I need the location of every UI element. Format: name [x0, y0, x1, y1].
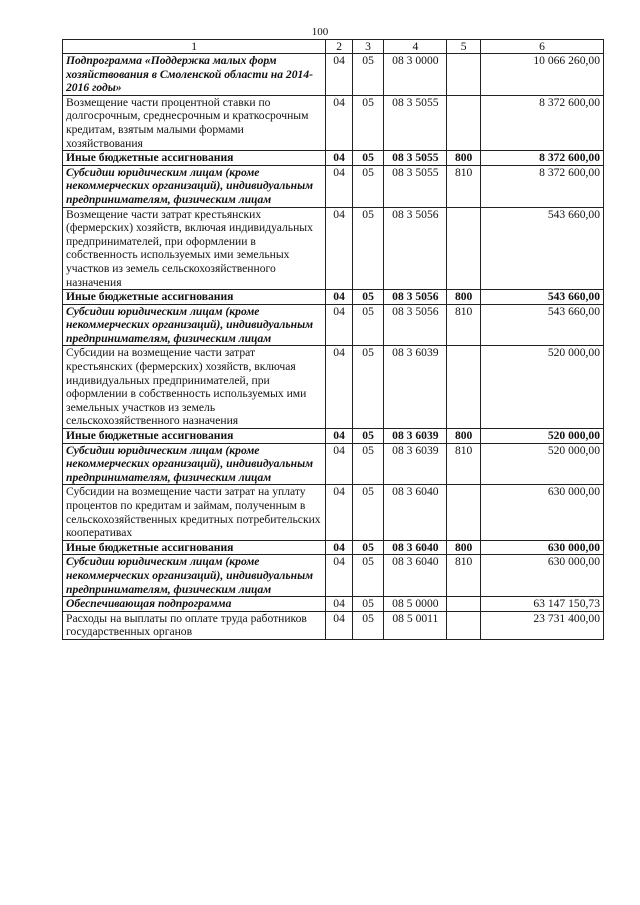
row-section-cell: 04	[326, 485, 352, 540]
row-name-cell: Обеспечивающая подпрограмма	[63, 597, 326, 612]
row-name-cell: Субсидии юридическим лицам (кроме некоммерческих организаций), индивидуальным предпринимателям, физическим лицам	[63, 555, 326, 597]
table-row	[63, 346, 604, 429]
row-subsection-cell: 05	[352, 485, 384, 540]
row-amount-cell: 8 372 600,00	[480, 165, 603, 207]
row-name-cell: Субсидии юридическим лицам (кроме некоммерческих организаций), индивидуальным предпринимателям, физическим лицам	[63, 304, 326, 346]
row-name-cell: Возмещение части процентной ставки по долгосрочным, среднесрочным и краткосрочным кредитам, взятым малыми формами хозяйствования	[63, 95, 326, 150]
table-row	[63, 485, 604, 540]
row-section-cell: 04	[326, 611, 352, 639]
row-subsection-cell: 05	[352, 555, 384, 597]
table-row	[63, 429, 604, 444]
row-expense-type-cell: 810	[447, 304, 481, 346]
row-subsection-cell: 05	[352, 290, 384, 305]
row-amount-cell: 520 000,00	[480, 443, 603, 485]
row-target-article-cell: 08 5 0000	[384, 597, 447, 612]
header-cell-1: 1	[63, 40, 326, 54]
row-name-cell: Подпрограмма «Поддержка малых форм хозяйствования в Смоленской области на 2014-2016 годы»	[63, 54, 326, 96]
row-section-cell: 04	[326, 304, 352, 346]
row-section-cell: 04	[326, 443, 352, 485]
table-row	[63, 304, 604, 346]
row-section-cell: 04	[326, 540, 352, 555]
row-subsection-cell: 05	[352, 597, 384, 612]
row-target-article-cell: 08 3 5055	[384, 95, 447, 150]
row-expense-type-cell: 810	[447, 165, 481, 207]
row-expense-type-cell	[447, 95, 481, 150]
row-amount-cell: 543 660,00	[480, 304, 603, 346]
row-section-cell: 04	[326, 54, 352, 96]
row-section-cell: 04	[326, 95, 352, 150]
row-subsection-cell: 05	[352, 165, 384, 207]
row-name-cell: Субсидии на возмещение части затрат на уплату процентов по кредитам и займам, полученным в сельскохозяйственных кредитных потребительских кооперативах	[63, 485, 326, 540]
row-expense-type-cell: 800	[447, 429, 481, 444]
row-expense-type-cell: 800	[447, 290, 481, 305]
header-cell-3: 3	[352, 40, 384, 54]
row-target-article-cell: 08 3 6040	[384, 485, 447, 540]
row-expense-type-cell: 800	[447, 151, 481, 166]
table-row	[63, 555, 604, 597]
row-target-article-cell: 08 3 5055	[384, 151, 447, 166]
row-amount-cell: 23 731 400,00	[480, 611, 603, 639]
row-amount-cell: 63 147 150,73	[480, 597, 603, 612]
row-section-cell: 04	[326, 555, 352, 597]
header-cell-2: 2	[326, 40, 352, 54]
row-section-cell: 04	[326, 151, 352, 166]
row-subsection-cell: 05	[352, 95, 384, 150]
row-name-cell: Возмещение части затрат крестьянских (фермерских) хозяйств, включая индивидуальных предпринимателей, при оформлении в собственность используемых ими земельных участков из земель сельскохозяйственного назначения	[63, 207, 326, 290]
row-subsection-cell: 05	[352, 346, 384, 429]
row-section-cell: 04	[326, 429, 352, 444]
header-cell-5: 5	[447, 40, 481, 54]
row-subsection-cell: 05	[352, 540, 384, 555]
row-expense-type-cell	[447, 346, 481, 429]
table-row	[63, 54, 604, 96]
table-row	[63, 611, 604, 639]
row-name-cell: Иные бюджетные ассигнования	[63, 290, 326, 305]
table-row	[63, 443, 604, 485]
table-row	[63, 597, 604, 612]
row-expense-type-cell	[447, 485, 481, 540]
row-name-cell: Иные бюджетные ассигнования	[63, 151, 326, 166]
row-target-article-cell: 08 5 0011	[384, 611, 447, 639]
row-section-cell: 04	[326, 290, 352, 305]
row-amount-cell: 8 372 600,00	[480, 95, 603, 150]
table-row	[63, 540, 604, 555]
row-name-cell: Расходы на выплаты по оплате труда работников государственных органов	[63, 611, 326, 639]
row-target-article-cell: 08 3 6040	[384, 555, 447, 597]
row-target-article-cell: 08 3 0000	[384, 54, 447, 96]
row-expense-type-cell: 810	[447, 443, 481, 485]
table-row	[63, 207, 604, 290]
row-amount-cell: 520 000,00	[480, 429, 603, 444]
row-name-cell: Субсидии юридическим лицам (кроме некоммерческих организаций), индивидуальным предпринимателям, физическим лицам	[63, 165, 326, 207]
row-amount-cell: 630 000,00	[480, 540, 603, 555]
table-row	[63, 290, 604, 305]
row-section-cell: 04	[326, 597, 352, 612]
budget-table	[62, 39, 604, 640]
row-target-article-cell: 08 3 6039	[384, 443, 447, 485]
row-subsection-cell: 05	[352, 54, 384, 96]
row-amount-cell: 630 000,00	[480, 485, 603, 540]
row-name-cell: Субсидии на возмещение части затрат крестьянских (фермерских) хозяйств, включая индивидуальных предпринимателей, при оформлении в собственность используемых ими земельных участков из земель сельскохозяйственного назначения	[63, 346, 326, 429]
row-subsection-cell: 05	[352, 611, 384, 639]
table-header-row	[63, 40, 604, 54]
row-section-cell: 04	[326, 207, 352, 290]
row-amount-cell: 543 660,00	[480, 207, 603, 290]
row-amount-cell: 10 066 260,00	[480, 54, 603, 96]
table-row	[63, 95, 604, 150]
row-name-cell: Иные бюджетные ассигнования	[63, 540, 326, 555]
row-subsection-cell: 05	[352, 151, 384, 166]
row-name-cell: Иные бюджетные ассигнования	[63, 429, 326, 444]
header-cell-6: 6	[480, 40, 603, 54]
row-target-article-cell: 08 3 5056	[384, 290, 447, 305]
row-target-article-cell: 08 3 5056	[384, 207, 447, 290]
row-expense-type-cell	[447, 611, 481, 639]
row-section-cell: 04	[326, 346, 352, 429]
row-name-cell: Субсидии юридическим лицам (кроме некоммерческих организаций), индивидуальным предпринимателям, физическим лицам	[63, 443, 326, 485]
row-amount-cell: 630 000,00	[480, 555, 603, 597]
table-row	[63, 165, 604, 207]
row-expense-type-cell	[447, 54, 481, 96]
row-subsection-cell: 05	[352, 443, 384, 485]
row-target-article-cell: 08 3 6039	[384, 429, 447, 444]
row-expense-type-cell	[447, 207, 481, 290]
header-cell-4: 4	[384, 40, 447, 54]
row-target-article-cell: 08 3 6039	[384, 346, 447, 429]
row-subsection-cell: 05	[352, 429, 384, 444]
row-amount-cell: 8 372 600,00	[480, 151, 603, 166]
row-amount-cell: 520 000,00	[480, 346, 603, 429]
row-expense-type-cell: 810	[447, 555, 481, 597]
row-target-article-cell: 08 3 5056	[384, 304, 447, 346]
row-amount-cell: 543 660,00	[480, 290, 603, 305]
row-subsection-cell: 05	[352, 304, 384, 346]
row-target-article-cell: 08 3 6040	[384, 540, 447, 555]
page-number: 100	[311, 26, 329, 38]
row-target-article-cell: 08 3 5055	[384, 165, 447, 207]
table-row	[63, 151, 604, 166]
row-subsection-cell: 05	[352, 207, 384, 290]
row-section-cell: 04	[326, 165, 352, 207]
row-expense-type-cell	[447, 597, 481, 612]
row-expense-type-cell: 800	[447, 540, 481, 555]
